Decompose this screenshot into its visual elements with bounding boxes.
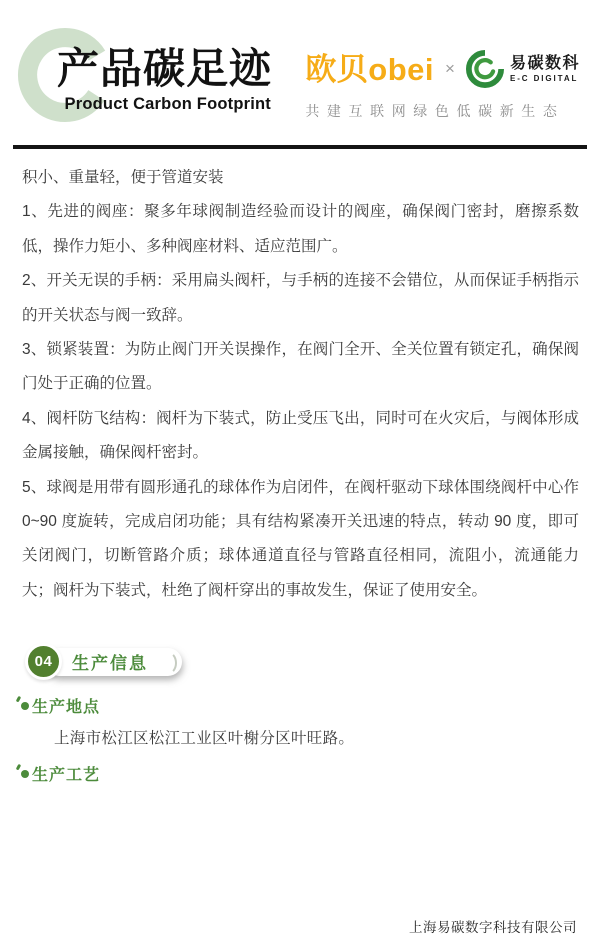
paragraph: 积小、重量轻，便于管道安装 <box>22 169 224 186</box>
paragraph: 1、先进的阀座：聚多年球阀制造经验而设计的阀座，确保阀门密封，磨擦系数低，操作力矩小、多种阀座材料、适应范围广。 <box>22 203 579 255</box>
ec-digital-name: 易碳数科 <box>509 54 580 72</box>
brand-block <box>305 50 580 121</box>
dot-bullet-icon <box>21 770 29 778</box>
subsection-heading-production-process <box>21 762 100 785</box>
dot-bullet-icon <box>21 702 29 710</box>
subsection-heading-label: 生产工艺 <box>32 767 101 784</box>
ec-digital-subname: E-C DIGITAL <box>509 73 579 83</box>
paragraph: 2、开关无误的手柄：采用扁头阀杆，与手柄的连接不会错位，从而保证手柄指示的开关状态与阀一致辞。 <box>22 272 579 324</box>
brand-row <box>305 50 580 88</box>
ec-digital-logo <box>466 50 580 88</box>
brand-tagline: 共建互联网绿色低碳新生态 <box>305 103 565 119</box>
header-divider <box>13 145 587 149</box>
section-number-badge: 04 <box>25 643 62 680</box>
page-title: 产品碳足迹 <box>57 45 273 92</box>
ec-names <box>510 56 580 83</box>
subsection-heading-production-location <box>21 694 100 717</box>
paragraph: 4、阀杆防飞结构：阀杆为下装式，防止受压飞出，同时可在火灾后，与阀体形成金属接触，确保阀杆密封。 <box>22 409 579 462</box>
subsection-heading-label: 生产地点 <box>32 699 101 716</box>
title-block <box>57 44 271 114</box>
leaf-swirl-circle-icon <box>466 50 504 88</box>
obei-logo: 欧贝obei <box>305 51 435 87</box>
paragraph: 5、球阀是用带有圆形通孔的球体作为启闭件，在阀杆驱动下球体围绕阀杆中心作 0~90 度旋转，完成启闭功能；具有结构紧凑开关迅速的特点，转动 90 度，即可关闭阀门，切断管路介质；球体通道直径与管路直径相同，流阻小，流通能力大；阀杆为下装式，杜绝了阀杆穿出的事故发生，保证了使用安全。 <box>22 478 579 599</box>
production-address: 上海市松江区松江工业区叶榭分区叶旺路。 <box>54 730 355 747</box>
footer-company-name: 上海易碳数字科技有限公司 <box>409 920 577 935</box>
cross-separator: × <box>445 59 455 78</box>
section-badge <box>25 643 182 680</box>
paragraph: 3、锁紧装置：为防止阀门开关误操作，在阀门全开、全关位置有锁定孔，确保阀门处于正确的位置。 <box>22 341 579 393</box>
body-content <box>22 161 579 608</box>
section-title-pill: 生产信息 <box>45 648 182 676</box>
page-subtitle: Product Carbon Footprint <box>64 95 271 114</box>
